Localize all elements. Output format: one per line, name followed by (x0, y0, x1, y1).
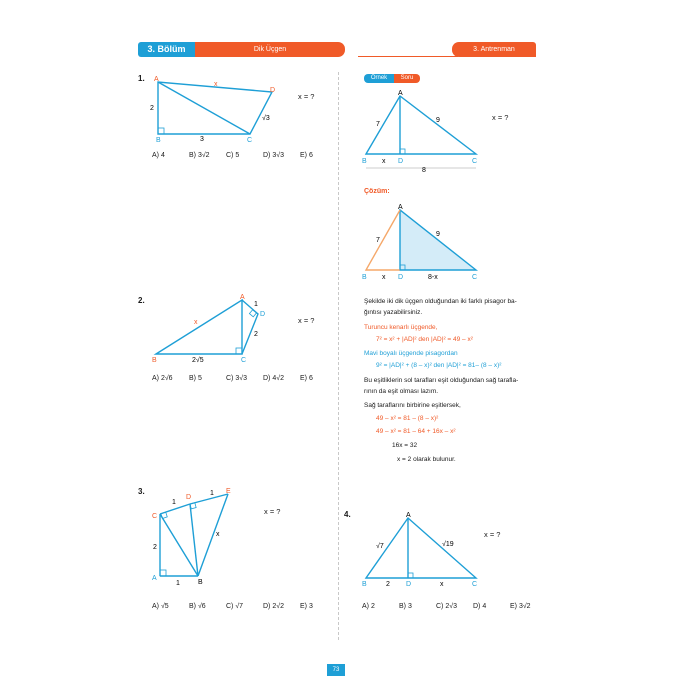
q1-label-c: C (247, 137, 253, 144)
q1-label-a: A (154, 76, 159, 83)
question-3-ask: x = ? (264, 507, 281, 516)
question-4-choices (362, 603, 547, 610)
q3-label-b: B (198, 579, 203, 586)
sol-side-dc: 8-x (428, 274, 438, 281)
q2-side-bc: 2√5 (192, 357, 204, 364)
q4-choice-b[interactable]: B) 3 (399, 603, 412, 610)
q4-side-x: x (440, 581, 444, 588)
q2-choice-d[interactable]: D) 4√2 (263, 375, 284, 382)
q3-label-a: A (152, 575, 157, 582)
q1-label-b: B (156, 137, 161, 144)
q3-side-ab: 1 (176, 580, 180, 587)
q1-choice-a[interactable]: A) 4 (152, 152, 165, 159)
sol-label-d: D (398, 274, 404, 281)
question-4-figure (358, 508, 488, 588)
topic-banner: Dik Üçgen (195, 42, 345, 57)
q3-choice-d[interactable]: D) 2√2 (263, 603, 284, 610)
q1-label-d: D (270, 87, 276, 94)
q3-choice-c[interactable]: C) √7 (226, 603, 244, 610)
question-2-figure (148, 292, 278, 364)
solution-line-4: 7² = x² + |AD|² den |AD|² = 49 – x² (376, 336, 473, 343)
example-tag: Örnek (364, 74, 394, 83)
q1-choice-c[interactable]: C) 5 (226, 152, 240, 159)
q2-choice-a[interactable]: A) 2√6 (152, 375, 173, 382)
q2-label-d: D (260, 311, 266, 318)
ex-side-ac: 9 (436, 117, 440, 124)
q1-choice-b[interactable]: B) 3√2 (189, 152, 210, 159)
solution-line-13: x = 2 olarak bulunur. (397, 456, 456, 463)
solution-line-7: Bu eşitliklerin sol tarafları eşit olduğundan sağ tarafla- (364, 377, 519, 384)
q2-label-b: B (152, 357, 157, 364)
header-rule (358, 56, 458, 57)
solution-line-12: 16x = 32 (392, 442, 418, 449)
solution-line-1: Şekilde iki dik üçgen olduğundan iki farklı pisagor ba- (364, 298, 517, 305)
question-2-choices (152, 375, 337, 382)
sol-label-a: A (398, 204, 403, 211)
q2-side-dc: 2 (254, 331, 258, 338)
q4-label-b: B (362, 581, 367, 588)
q4-side-ab: √7 (376, 543, 384, 550)
sol-side-ab: 7 (376, 237, 380, 244)
question-4-ask: x = ? (484, 530, 501, 539)
example-figure (358, 88, 488, 174)
q4-label-c: C (472, 581, 478, 588)
solution-line-10: 49 – x² = 81 – (8 – x)² (376, 415, 439, 422)
q3-label-e: E (226, 488, 231, 495)
q1-side-x: x (214, 81, 218, 88)
q4-label-d: D (406, 581, 412, 588)
example-ask: x = ? (492, 113, 509, 122)
q2-label-c: C (241, 357, 247, 364)
ex-label-d: D (398, 158, 404, 165)
q3-side-cd: 1 (172, 499, 176, 506)
unit-banner: 3. Antrenman (452, 42, 536, 57)
sol-label-b: B (362, 274, 367, 281)
question-1-ask: x = ? (298, 92, 315, 101)
question-1-number: 1. (138, 74, 145, 83)
q3-label-c: C (152, 513, 158, 520)
section-badge: 3. Bölüm (138, 42, 195, 57)
page-number: 73 (327, 664, 345, 676)
q2-choice-b[interactable]: B) 5 (189, 375, 202, 382)
question-3-choices (152, 603, 337, 610)
q4-label-a: A (406, 512, 411, 519)
q4-side-bd: 2 (386, 581, 390, 588)
question-2-ask: x = ? (298, 316, 315, 325)
solution-line-3: Turuncu kenarlı üçgende, (364, 324, 438, 331)
ex-label-b: B (362, 158, 367, 165)
q3-choice-a[interactable]: A) √5 (152, 603, 169, 610)
question-1-choices (152, 152, 337, 159)
ex-side-ab: 7 (376, 121, 380, 128)
q1-side-ab: 2 (150, 105, 154, 112)
q1-choice-d[interactable]: D) 3√3 (263, 152, 284, 159)
q4-choice-c[interactable]: C) 2√3 (436, 603, 457, 610)
q3-side-de: 1 (210, 490, 214, 497)
q1-choice-e[interactable]: E) 6 (300, 152, 313, 159)
q4-choice-a[interactable]: A) 2 (362, 603, 375, 610)
q2-choice-c[interactable]: C) 3√3 (226, 375, 247, 382)
solution-line-8: rının da eşit olması lazım. (364, 388, 439, 395)
q3-choice-b[interactable]: B) √6 (189, 603, 206, 610)
q3-side-ca: 2 (153, 544, 157, 551)
sol-label-c: C (472, 274, 478, 281)
q4-choice-d[interactable]: D) 4 (473, 603, 487, 610)
solution-line-9: Sağ taraflarını birbirine eşitlersek, (364, 402, 461, 409)
q3-choice-e[interactable]: E) 3 (300, 603, 313, 610)
solution-title: Çözüm: (364, 188, 390, 195)
q1-side-bc: 3 (200, 136, 204, 143)
question-3-figure (148, 484, 248, 588)
q4-choice-e[interactable]: E) 3√2 (510, 603, 531, 610)
solution-line-6: 9² = |AD|² + (8 – x)² den |AD|² = 81– (8 – x)² (376, 362, 502, 369)
sol-side-ac: 9 (436, 231, 440, 238)
question-tag: Soru (394, 74, 420, 83)
q2-choice-e[interactable]: E) 6 (300, 375, 313, 382)
ex-label-c: C (472, 158, 478, 165)
question-3-number: 3. (138, 487, 145, 496)
solution-figure (358, 202, 488, 284)
question-1-figure (148, 72, 288, 144)
q3-side-x: x (216, 531, 220, 538)
solution-line-2: ğıntısı yazabilirsiniz. (364, 309, 423, 316)
sol-side-x: x (382, 274, 386, 281)
question-4-number: 4. (344, 510, 351, 519)
q1-side-cd: √3 (262, 115, 270, 122)
ex-side-x: x (382, 158, 386, 165)
solution-line-5: Mavi boyalı üçgende pisagordan (364, 350, 458, 357)
ex-label-a: A (398, 90, 403, 97)
q3-label-d: D (186, 494, 192, 501)
q2-label-a: A (240, 294, 245, 301)
question-2-number: 2. (138, 296, 145, 305)
solution-line-11: 49 – x² = 81 – 64 + 16x – x² (376, 428, 456, 435)
column-divider (338, 72, 339, 640)
q2-side-x: x (194, 319, 198, 326)
q4-side-ac: √19 (442, 541, 454, 548)
q2-side-ad: 1 (254, 301, 258, 308)
ex-side-bc: 8 (422, 167, 426, 174)
